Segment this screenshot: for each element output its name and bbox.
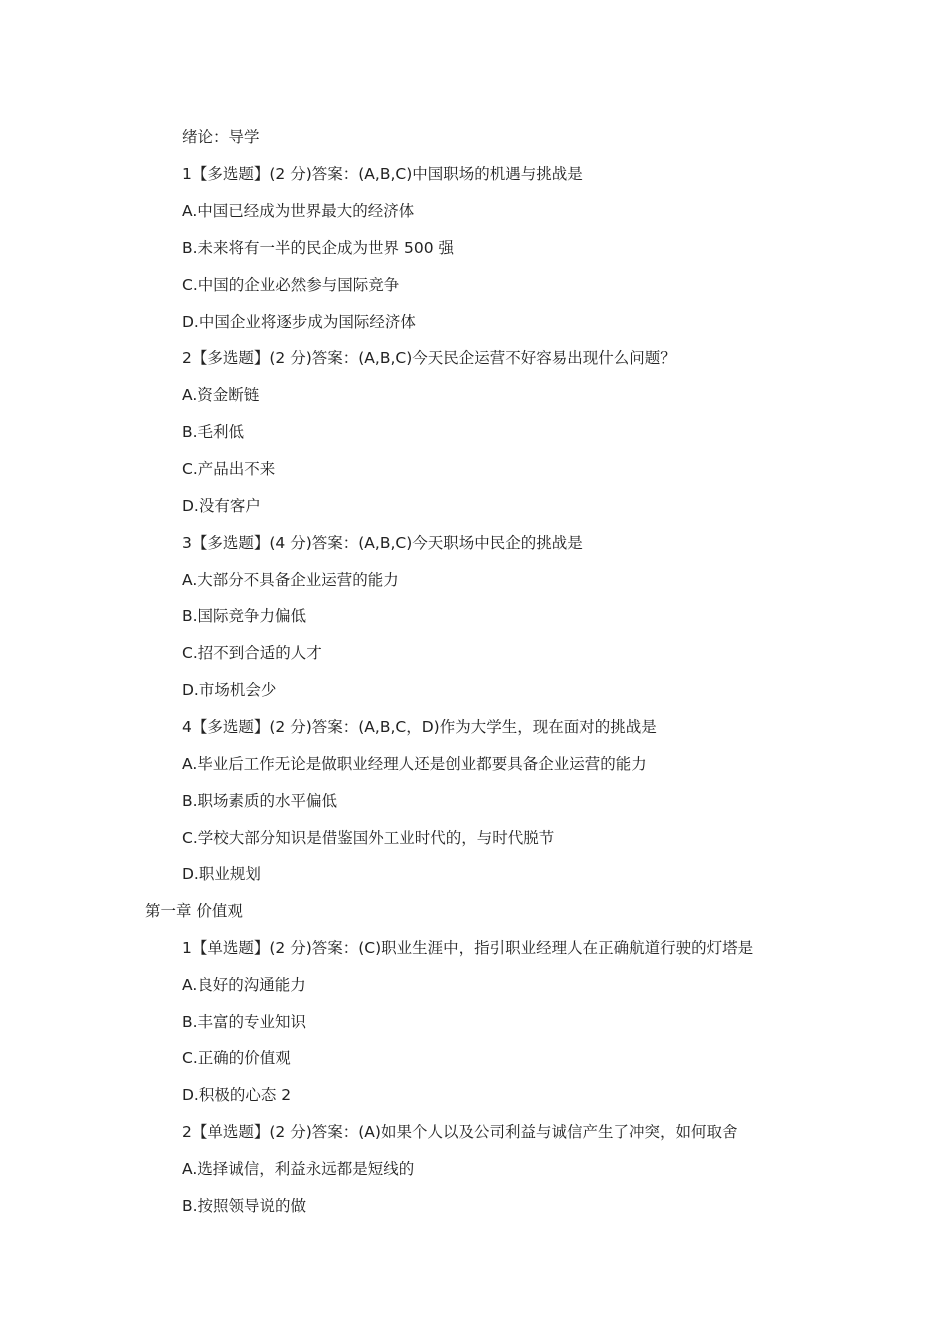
question-text: 2【单选题】(2 分)答案：(A)如果个人以及公司利益与诚信产生了冲突，如何取舍 bbox=[182, 1123, 738, 1141]
answer-option: A.资金断链 bbox=[182, 386, 260, 404]
answer-option: B.丰富的专业知识 bbox=[182, 1013, 307, 1031]
answer-option: D.市场机会少 bbox=[182, 681, 277, 699]
answer-option: A.中国已经成为世界最大的经济体 bbox=[182, 202, 415, 220]
answer-option: C.正确的价值观 bbox=[182, 1049, 291, 1067]
answer-option: A.选择诚信，利益永远都是短线的 bbox=[182, 1160, 415, 1178]
answer-option: B.毛利低 bbox=[182, 423, 245, 441]
answer-option: C.中国的企业必然参与国际竞争 bbox=[182, 276, 400, 294]
question-text: 4【多选题】(2 分)答案：(A,B,C，D)作为大学生，现在面对的挑战是 bbox=[182, 718, 657, 736]
answer-option: D.职业规划 bbox=[182, 865, 261, 883]
answer-option: C.产品出不来 bbox=[182, 460, 276, 478]
chapter-heading: 第一章 价值观 bbox=[145, 902, 243, 920]
answer-option: A.良好的沟通能力 bbox=[182, 976, 306, 994]
answer-option: A.毕业后工作无论是做职业经理人还是创业都要具备企业运营的能力 bbox=[182, 755, 647, 773]
answer-option: A.大部分不具备企业运营的能力 bbox=[182, 571, 399, 589]
answer-option: C.学校大部分知识是借鉴国外工业时代的，与时代脱节 bbox=[182, 829, 555, 847]
question-text: 3【多选题】(4 分)答案：(A,B,C)今天职场中民企的挑战是 bbox=[182, 534, 583, 552]
answer-option: B.按照领导说的做 bbox=[182, 1197, 307, 1215]
question-text: 1【多选题】(2 分)答案：(A,B,C)中国职场的机遇与挑战是 bbox=[182, 165, 583, 183]
answer-option: B.国际竞争力偏低 bbox=[182, 607, 307, 625]
question-text: 2【多选题】(2 分)答案：(A,B,C)今天民企运营不好容易出现什么问题？ bbox=[182, 349, 676, 367]
answer-option: C.招不到合适的人才 bbox=[182, 644, 322, 662]
section-heading: 绪论：导学 bbox=[182, 128, 260, 146]
answer-option: D.没有客户 bbox=[182, 497, 261, 515]
answer-option: D.中国企业将逐步成为国际经济体 bbox=[182, 313, 416, 331]
question-text: 1【单选题】(2 分)答案：(C)职业生涯中，指引职业经理人在正确航道行驶的灯塔是 bbox=[182, 939, 754, 957]
answer-option: D.积极的心态 2 bbox=[182, 1086, 292, 1104]
answer-option: B.职场素质的水平偏低 bbox=[182, 792, 338, 810]
answer-option: B.未来将有一半的民企成为世界 500 强 bbox=[182, 239, 455, 257]
